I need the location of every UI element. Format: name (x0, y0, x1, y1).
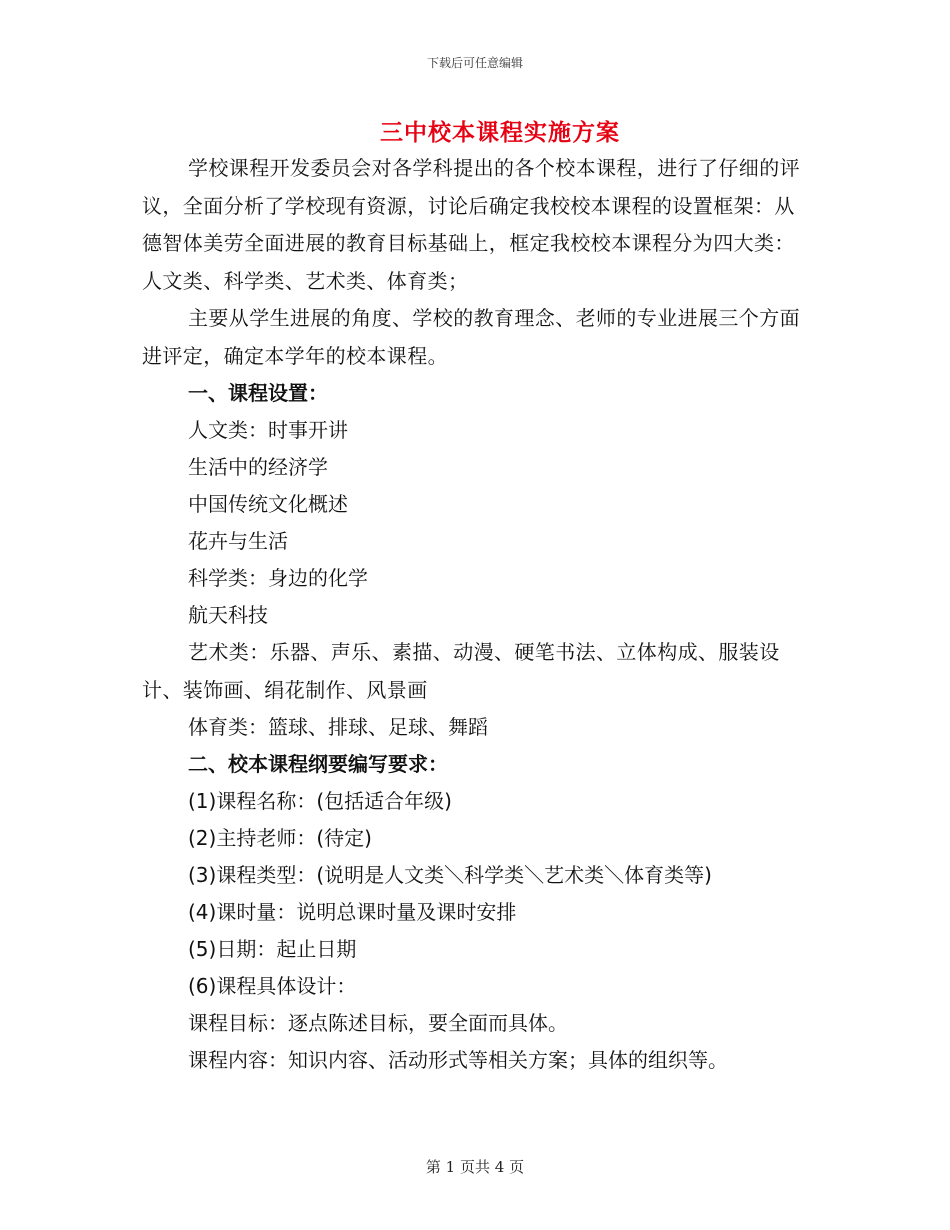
arts-courses-line: 艺术类：乐器、声乐、素描、动漫、硬笔书法、立体构成、服装设计、装饰画、绢花制作、风景画 (142, 640, 780, 702)
intro-paragraph-2: 主要从学生进展的角度、学校的教育理念、老师的专业进展三个方面进评定，确定本学年的校本课程。 (142, 306, 800, 368)
requirement-item: (1)课程名称：(包括适合年级) (188, 789, 452, 813)
section-heading-outline-requirements: 二、校本课程纲要编写要求： (188, 752, 448, 776)
sports-courses-line: 体育类：篮球、排球、足球、舞蹈 (188, 715, 488, 739)
course-line: 航天科技 (188, 603, 268, 627)
requirement-item: (2)主持老师：(待定) (188, 826, 372, 850)
requirement-item: 课程内容：知识内容、活动形式等相关方案；具体的组织等。 (188, 1048, 728, 1072)
section-heading-course-setup: 一、课程设置： (188, 381, 328, 405)
requirement-item: 课程目标：逐点陈述目标，要全面而具体。 (188, 1011, 568, 1035)
requirement-item: (4)课时量：说明总课时量及课时安排 (188, 900, 517, 924)
course-line: 生活中的经济学 (188, 455, 328, 479)
requirement-item: (6)课程具体设计： (188, 974, 357, 998)
requirements-list (142, 783, 802, 1079)
page-header: 下载后可任意编辑 (426, 56, 523, 70)
course-line: 中国传统文化概述 (188, 492, 348, 516)
requirement-item: (3)课程类型：(说明是人文类＼科学类＼艺术类＼体育类等) (188, 863, 712, 887)
document-title: 三中校本课程实施方案 (380, 120, 620, 146)
document-body (142, 150, 802, 1079)
course-line: 科学类：身边的化学 (188, 566, 368, 590)
page-footer: 第 1 页共 4 页 (425, 1158, 525, 1176)
course-line: 花卉与生活 (188, 529, 288, 553)
course-line: 人文类：时事开讲 (188, 418, 348, 442)
intro-paragraph-1: 学校课程开发委员会对各学科提出的各个校本课程，进行了仔细的评议，全面分析了学校现有资源，讨论后确定我校校本课程的设置框架：从德智体美劳全面进展的教育目标基础上，框定我校校本课程分为四大类：人文类、科学类、艺术类、体育类； (142, 156, 800, 293)
requirement-item: (5)日期：起止日期 (188, 937, 357, 961)
